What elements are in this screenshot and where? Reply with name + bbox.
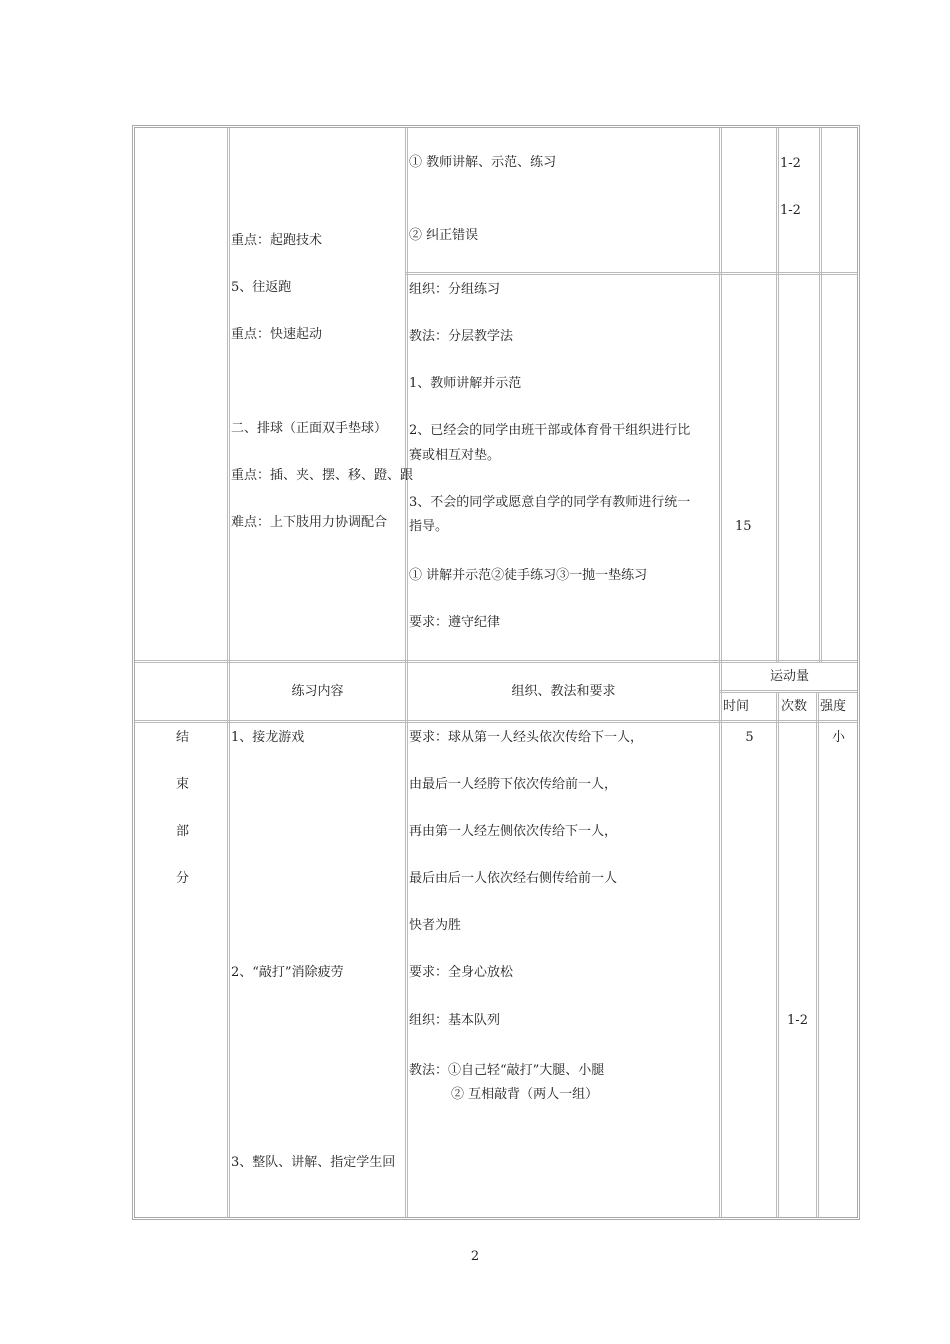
top-count-2: 1-2: [780, 203, 801, 218]
method-correct: ② 纠正错误: [409, 228, 479, 243]
end-item-relay: 1、接龙游戏: [231, 730, 305, 745]
end-count: 1-2: [787, 1013, 808, 1028]
section-label-char: 分: [175, 871, 189, 886]
header-time: 时间: [723, 699, 750, 714]
end-intensity: 小: [832, 730, 846, 745]
section-label-char: 部: [175, 824, 189, 839]
method-teach: 教法：分层教学法: [409, 329, 514, 344]
col-divider-5a: [819, 128, 822, 662]
end-item-relax: 2、“敲打”消除疲劳: [231, 965, 344, 980]
method-step-2a: 2、已经会的同学由班干部或体育骨干组织进行比: [409, 423, 691, 438]
key-point-volleyball: 重点：插、夹、摆、移、蹬、跟: [231, 468, 414, 483]
end-method-line: 最后由后一人依次经右侧传给前一人: [409, 871, 618, 886]
header-content: 练习内容: [291, 684, 344, 699]
row-divider-header-bottom: [135, 720, 857, 723]
end-method-line: ② 互相敲背（两人一组）: [451, 1087, 599, 1102]
end-method-line: 要求：球从第一人经头依次传给下一人，: [409, 730, 644, 745]
end-method-line: 教法：①自己轻“敲打”大腿、小腿: [409, 1063, 605, 1078]
end-method-line: 快者为胜: [409, 918, 462, 933]
method-step-3b: 指导。: [409, 519, 449, 534]
row-divider-method: [405, 272, 857, 275]
method-step-4: ① 讲解并示范②徒手练习③一抛一垫练习: [409, 568, 648, 583]
header-count: 次数: [781, 699, 808, 714]
col-divider-5b: [816, 692, 819, 1217]
end-method-line: 组织：基本队列: [409, 1013, 501, 1028]
header-load: 运动量: [769, 669, 809, 684]
method-step-3a: 3、不会的同学或愿意自学的同学有教师进行统一: [409, 495, 691, 510]
end-method-line: 由最后一人经胯下依次传给前一人，: [409, 777, 618, 792]
key-point-start: 重点：起跑技术: [231, 233, 323, 248]
top-time: 15: [735, 519, 752, 534]
item-shuttle-run: 5、往返跑: [231, 280, 292, 295]
col-divider-1: [227, 128, 230, 1217]
method-step-1: 1、教师讲解并示范: [409, 376, 522, 391]
top-count-1: 1-2: [780, 156, 801, 171]
col-divider-4a: [776, 128, 779, 662]
end-item-assemble: 3、整队、讲解、指定学生回: [231, 1155, 396, 1170]
col-divider-2: [405, 128, 408, 1217]
header-intensity: 强度: [820, 699, 847, 714]
method-step-2b: 赛或相互对垫。: [409, 448, 501, 463]
item-volleyball: 二、排球（正面双手垫球）: [231, 421, 388, 436]
col-divider-4b: [776, 692, 779, 1217]
method-demo: ① 教师讲解、示范、练习: [409, 155, 557, 170]
section-label-char: 束: [175, 777, 189, 792]
difficulty-point: 难点：上下肢用力协调配合: [231, 515, 388, 530]
key-point-quick-start: 重点：快速起动: [231, 327, 323, 342]
end-method-line: 要求：全身心放松: [409, 965, 514, 980]
row-divider-header-top: [135, 660, 857, 663]
page-number: 2: [470, 1249, 480, 1264]
method-requirement: 要求：遵守纪律: [409, 615, 501, 630]
header-method: 组织、教法和要求: [511, 684, 616, 699]
end-time: 5: [745, 730, 754, 745]
method-org: 组织：分组练习: [409, 282, 501, 297]
section-label-char: 结: [175, 730, 189, 745]
end-method-line: 再由第一人经左侧依次传给下一人，: [409, 824, 618, 839]
row-divider-load: [719, 690, 857, 693]
